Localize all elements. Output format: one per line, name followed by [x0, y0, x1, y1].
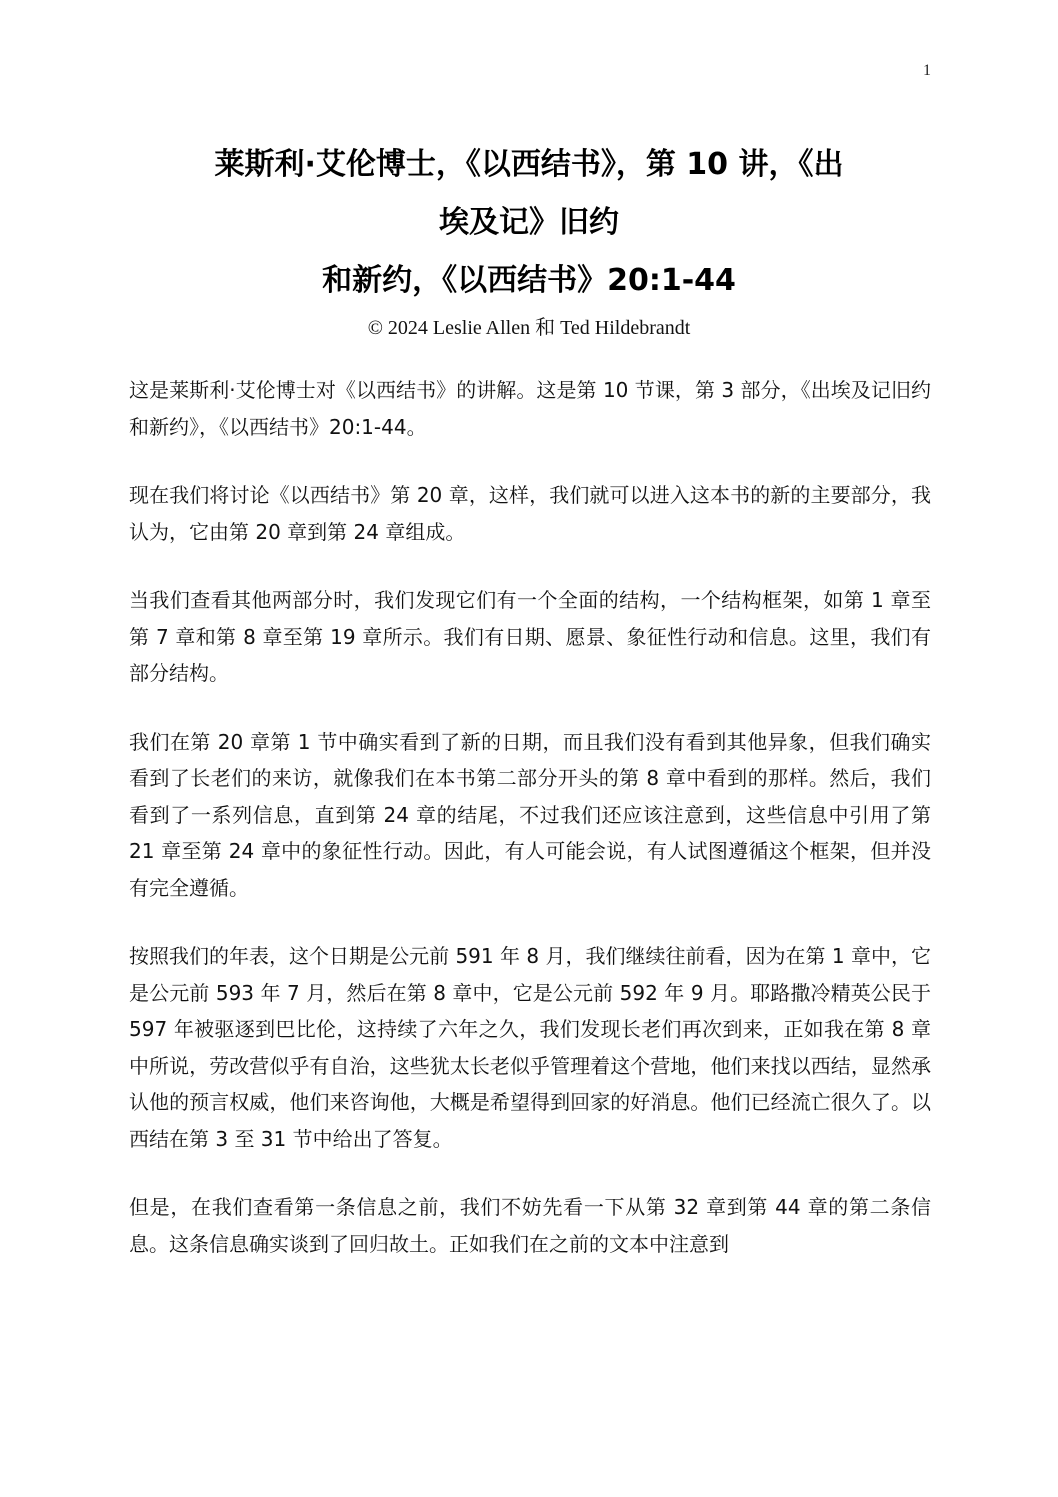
paragraph-6: 但是，在我们查看第一条信息之前，我们不妨先看一下从第 32 章到第 44 章的第二条信息。这条信息确实谈到了回归故土。正如我们在之前的文本中注意到 [129, 1195, 931, 1256]
title-line-2: 埃及记》旧约 [439, 205, 619, 240]
paragraph-5: 按照我们的年表，这个日期是公元前 591 年 8 月，我们继续往前看，因为在第 1 章中，它是公元前 593 年 7 月，然后在第 8 章中，它是公元前 592 年 9 月。耶路撒冷精英公民于 597 年被驱逐到巴比伦，这持续了六年之久，我们发现长老们再次到来，正如我在第 8 章中所说，劳改营似乎有自治，这些犹太长老似乎管理着这个营地，他们来找以西结，显然承认他的预言权威，他们来咨询他，大概是希望得到回家的好消息。他们已经流亡很久了。以西结在第 3 至 31 节中给出了答复。 [129, 944, 931, 1151]
paragraph-2: 现在我们将讨论《以西结书》第 20 章，这样，我们就可以进入这本书的新的主要部分，我认为，它由第 20 章到第 24 章组成。 [129, 483, 931, 544]
document-title [127, 136, 931, 342]
title-line-3: 和新约，《以西结书》20:1-44 [322, 263, 736, 298]
page-number: 1 [923, 62, 931, 79]
body-text [129, 372, 931, 1294]
copyright-notice: © 2024 Leslie Allen 和 Ted Hildebrandt [367, 317, 691, 339]
title-line-1: 莱斯利·艾伦博士，《以西结书》，第 10 讲，《出 [214, 147, 844, 182]
paragraph-3: 当我们查看其他两部分时，我们发现它们有一个全面的结构，一个结构框架，如第 1 章至第 7 章和第 8 章至第 19 章所示。我们有日期、愿景、象征性行动和信息。这里，我们有部分结构。 [129, 588, 931, 685]
paragraph-1: 这是莱斯利·艾伦博士对《以西结书》的讲解。这是第 10 节课，第 3 部分，《出埃及记旧约和新约》，《以西结书》20:1-44。 [129, 378, 931, 439]
paragraph-4: 我们在第 20 章第 1 节中确实看到了新的日期，而且我们没有看到其他异象，但我们确实看到了长老们的来访，就像我们在本书第二部分开头的第 8 章中看到的那样。然后，我们看到了一系列信息，直到第 24 章的结尾，不过我们还应该注意到，这些信息中引用了第 21 章至第 24 章中的象征性行动。因此，有人可能会说，有人试图遵循这个框架，但并没有完全遵循。 [129, 729, 931, 900]
